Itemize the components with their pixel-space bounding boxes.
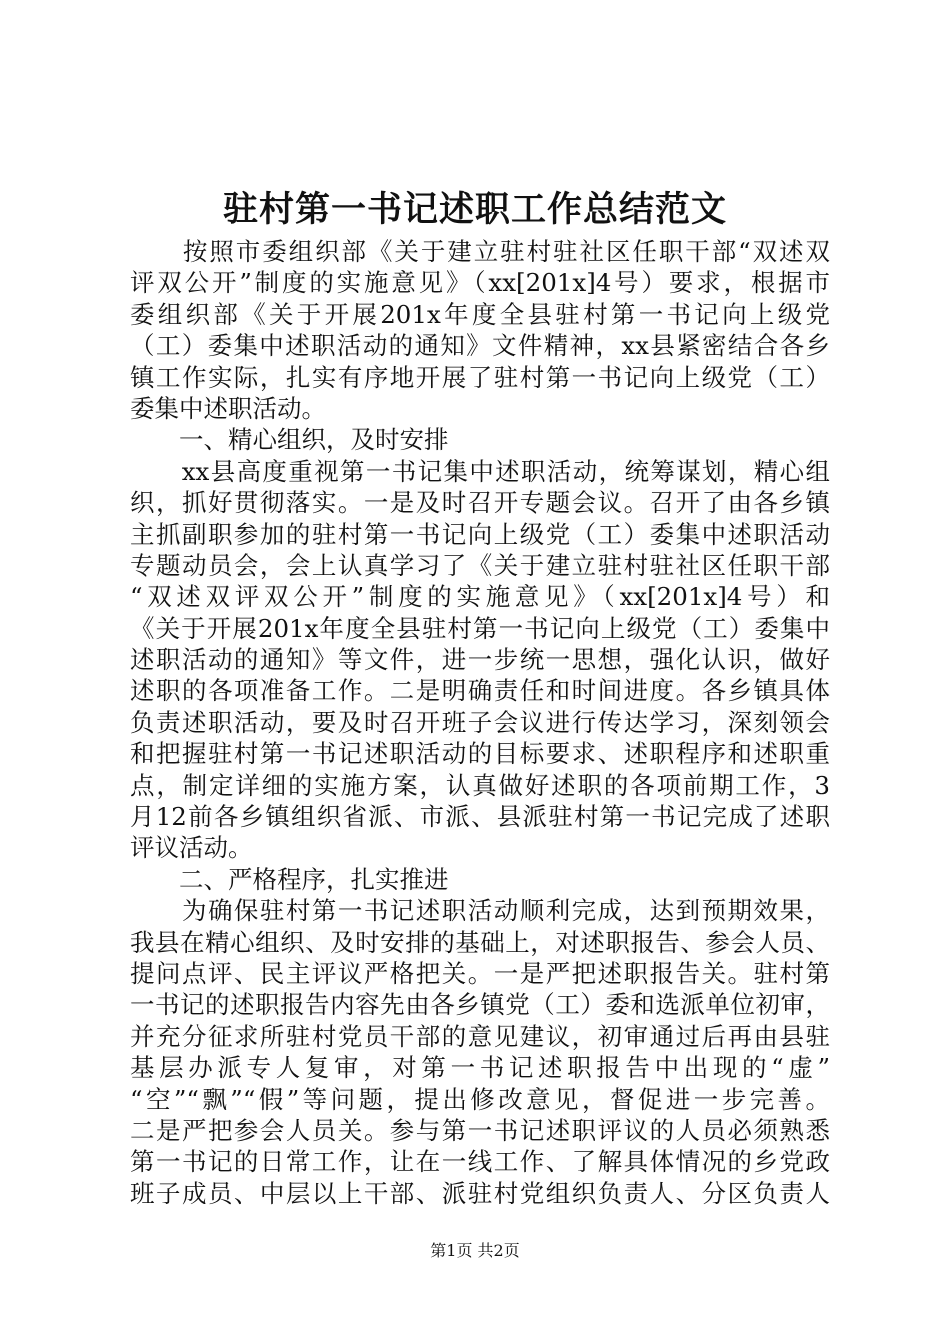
body-line: 主抓副职参加的驻村第一书记向上级党（工）委集中述职活动 <box>130 519 830 549</box>
document-title: 驻村第一书记述职工作总结范文 <box>222 189 727 230</box>
body-line: xx县高度重视第一书记集中述职活动，统筹谋划，精心组 <box>130 456 830 486</box>
body-line: 述职活动的通知》等文件，进一步统一思想，强化认识，做好 <box>130 645 830 675</box>
body-line: 二、严格程序，扎实推进 <box>130 864 449 894</box>
body-line: 我县在精心组织、及时安排的基础上，对述职报告、参会人员、 <box>130 927 830 957</box>
body-line: （工）委集中述职活动的通知》文件精神，xx县紧密结合各乡 <box>130 331 830 361</box>
body-line: 按照市委组织部《关于建立驻村驻社区任职干部“双述双 <box>130 237 830 266</box>
body-line: 负责述职活动，要及时召开班子会议进行传达学习，深刻领会 <box>130 707 830 737</box>
body-line: 和把握驻村第一书记述职活动的目标要求、述职程序和述职重 <box>130 739 830 769</box>
body-line: 《关于开展201x年度全县驻村第一书记向上级党（工）委集中 <box>130 613 830 643</box>
body-line: 二是严把参会人员关。参与第一书记述职评议的人员必须熟悉 <box>130 1115 830 1145</box>
body-line: 委组织部《关于开展201x年度全县驻村第一书记向上级党 <box>130 299 830 329</box>
body-line: 一、精心组织，及时安排 <box>130 425 449 455</box>
body-line: 评议活动。 <box>130 833 253 863</box>
body-line: 述职的各项准备工作。二是明确责任和时间进度。各乡镇具体 <box>130 676 830 706</box>
body-line: 并充分征求所驻村党员干部的意见建议，初审通过后再由县驻 <box>130 1021 830 1051</box>
body-line: 镇工作实际，扎实有序地开展了驻村第一书记向上级党（工） <box>130 362 830 392</box>
body-line: 基层办派专人复审，对第一书记述职报告中出现的“虚” <box>130 1053 830 1083</box>
body-line: 专题动员会，会上认真学习了《关于建立驻村驻社区任职干部 <box>130 550 830 580</box>
body-line: 班子成员、中层以上干部、派驻村党组织负责人、分区负责人 <box>130 1178 830 1208</box>
body-line: 为确保驻村第一书记述职活动顺利完成，达到预期效果， <box>130 896 830 926</box>
body-line: 提问点评、民主评议严格把关。一是严把述职报告关。驻村第 <box>130 958 830 988</box>
body-line: “双述双评双公开”制度的实施意见》（xx[201x]4号）和 <box>130 582 830 612</box>
body-line: 织，抓好贯彻落实。一是及时召开专题会议。召开了由各乡镇 <box>130 488 830 518</box>
document-body <box>130 236 830 1209</box>
body-line: 评双公开”制度的实施意见》（xx[201x]4号）要求，根据市 <box>130 268 830 298</box>
page-footer: 第1页 共2页 <box>430 1241 520 1260</box>
body-line: 点，制定详细的实施方案，认真做好述职的各项前期工作，3 <box>130 770 830 800</box>
body-line: 一书记的述职报告内容先由各乡镇党（工）委和选派单位初审， <box>130 990 830 1020</box>
body-line: 月12前各乡镇组织省派、市派、县派驻村第一书记完成了述职 <box>130 802 830 832</box>
body-line: 委集中述职活动。 <box>130 393 326 423</box>
body-line: “空”“飘”“假”等问题，提出修改意见，督促进一步完善。 <box>130 1084 830 1114</box>
body-line: 第一书记的日常工作，让在一线工作、了解具体情况的乡党政 <box>130 1147 830 1177</box>
